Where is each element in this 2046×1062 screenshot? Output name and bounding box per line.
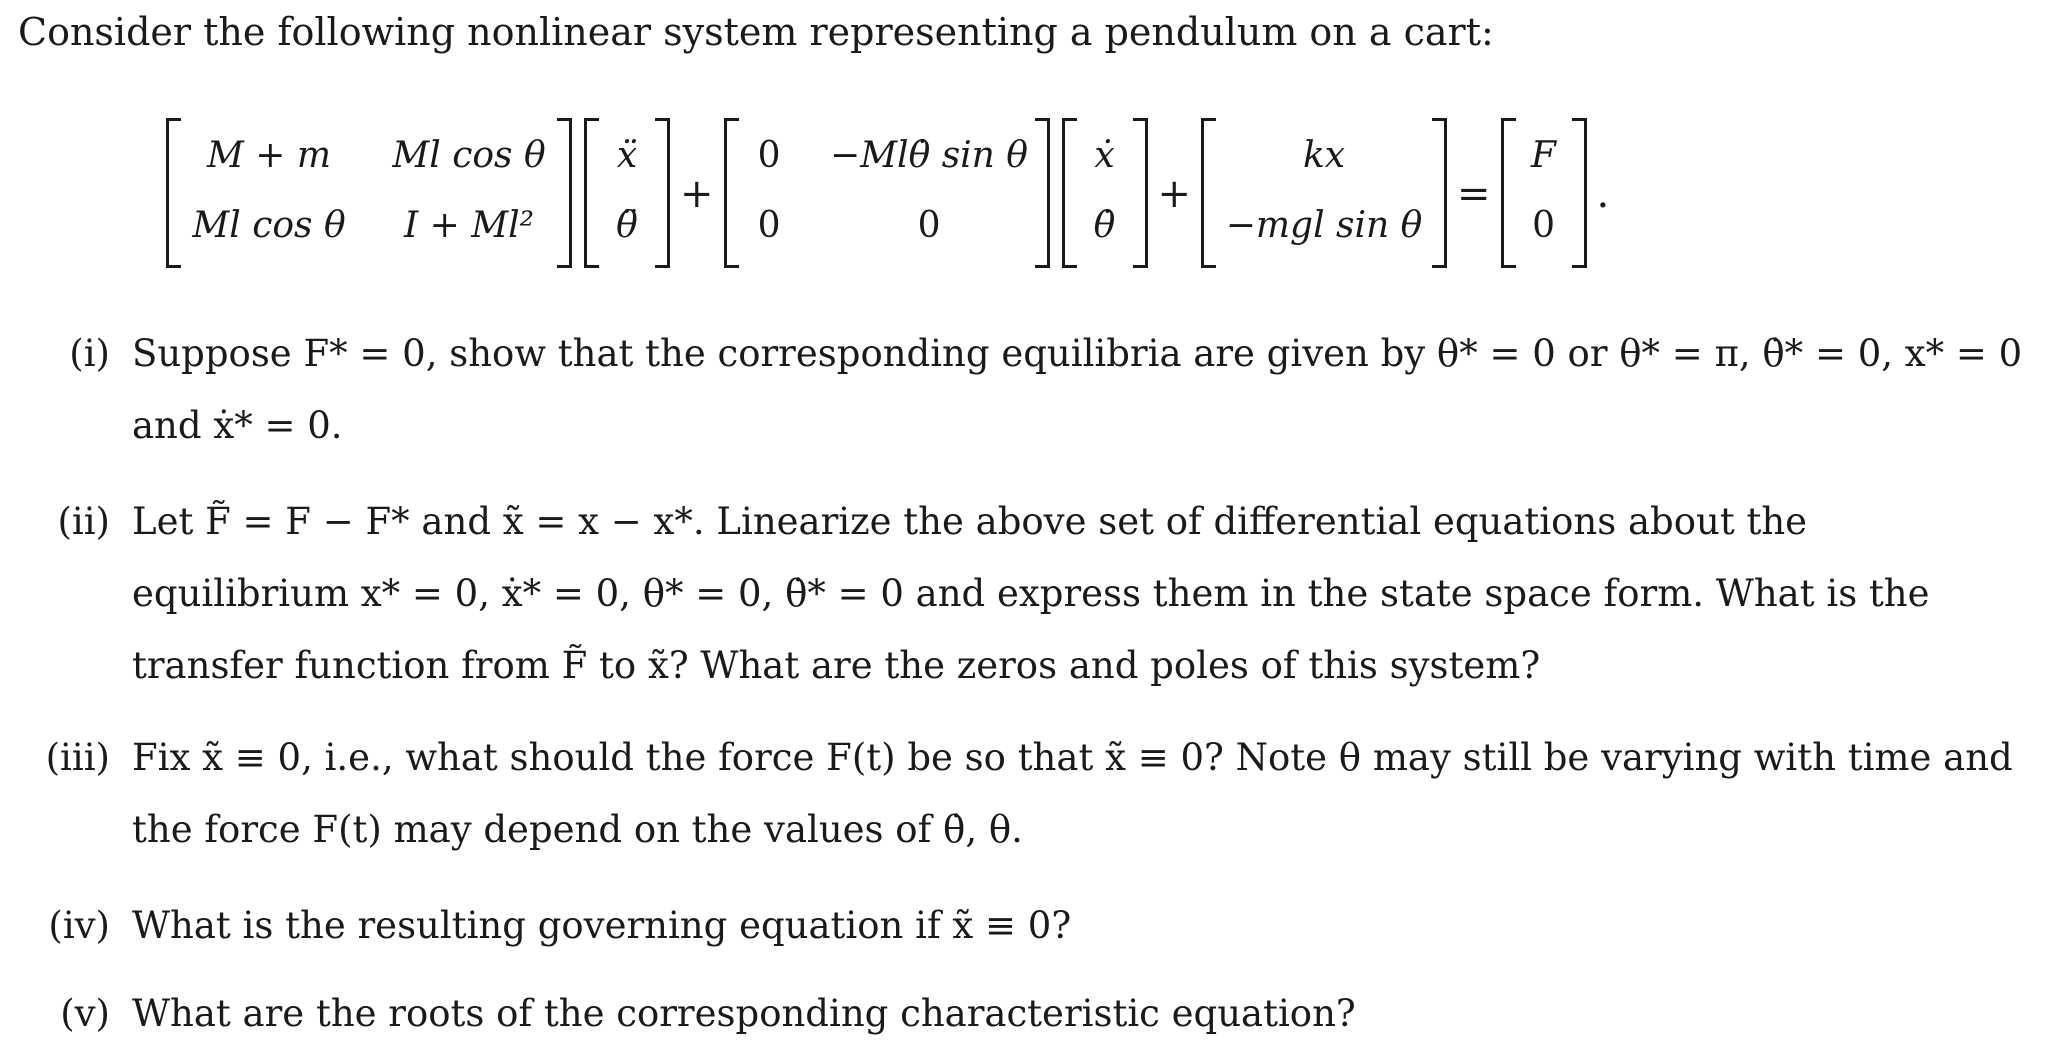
velocity-cell: ẋ (1094, 135, 1115, 176)
mass-matrix (166, 118, 572, 268)
question-text: Let F̃ = F − F* and x̃ = x − x*. Linearize the above set of differential equations about the equilibrium x* = 0, ẋ* = 0, θ* = 0, θ̇* = 0 and express them in the state space form. What is the transfer function from F̃ to x̃? What are the zeros and poles of this system? (132, 500, 1930, 687)
rhs-vector (1501, 118, 1587, 268)
question-label: (v) (60, 992, 110, 1035)
damping-matrix-cell: 0 (757, 135, 781, 176)
mass-matrix-cell: Ml cos θ (192, 205, 346, 246)
mass-matrix-cell: Ml cos θ (392, 135, 546, 176)
question-i (24, 318, 2024, 462)
force-cell: kx (1302, 135, 1346, 176)
question-label: (i) (69, 332, 110, 375)
equation-period: . (1596, 171, 1610, 217)
rhs-cell: 0 (1532, 205, 1555, 246)
damping-matrix-cell: −Mlθ̇ sin θ (830, 135, 1028, 176)
question-text: What is the resulting governing equation if x̃ ≡ 0? (132, 904, 1072, 947)
intro-text: Consider the following nonlinear system representing a pendulum on a cart: (18, 10, 1494, 54)
equals-sign: = (1457, 171, 1491, 217)
damping-matrix (724, 118, 1050, 268)
acceleration-cell: ẍ (616, 135, 638, 176)
question-iv (24, 890, 2024, 962)
mass-matrix-cell: M + m (206, 135, 332, 176)
force-cell: −mgl sin θ (1225, 205, 1423, 246)
question-text: Suppose F* = 0, show that the corresponding equilibria are given by θ* = 0 or θ* = π, θ̇* = 0, x* = 0 and ẋ* = 0. (132, 332, 2023, 447)
acceleration-cell: θ̈ (616, 205, 638, 246)
matrix-equation (160, 118, 1613, 268)
damping-matrix-cell: 0 (757, 205, 781, 246)
mass-matrix-cell: I + Ml² (403, 205, 535, 246)
force-vector (1201, 118, 1447, 268)
question-label: (iii) (45, 736, 110, 779)
plus-sign: + (1157, 171, 1192, 217)
acceleration-vector (584, 118, 670, 268)
question-label: (ii) (57, 500, 110, 543)
question-ii (24, 486, 2024, 702)
rhs-cell: F (1531, 135, 1557, 176)
question-v (24, 978, 2024, 1050)
question-text: Fix x̃ ≡ 0, i.e., what should the force F(t) be so that x̃ ≡ 0? Note θ may still be varying with time and the force F(t) may depend on the values of θ̇, θ. (132, 736, 2013, 851)
plus-sign: + (680, 171, 714, 217)
question-iii (24, 722, 2024, 866)
question-label: (iv) (48, 904, 110, 947)
damping-matrix-cell: 0 (917, 205, 941, 246)
question-text: What are the roots of the corresponding characteristic equation? (132, 992, 1356, 1035)
velocity-cell: θ̇ (1093, 205, 1116, 246)
velocity-vector (1062, 118, 1148, 268)
